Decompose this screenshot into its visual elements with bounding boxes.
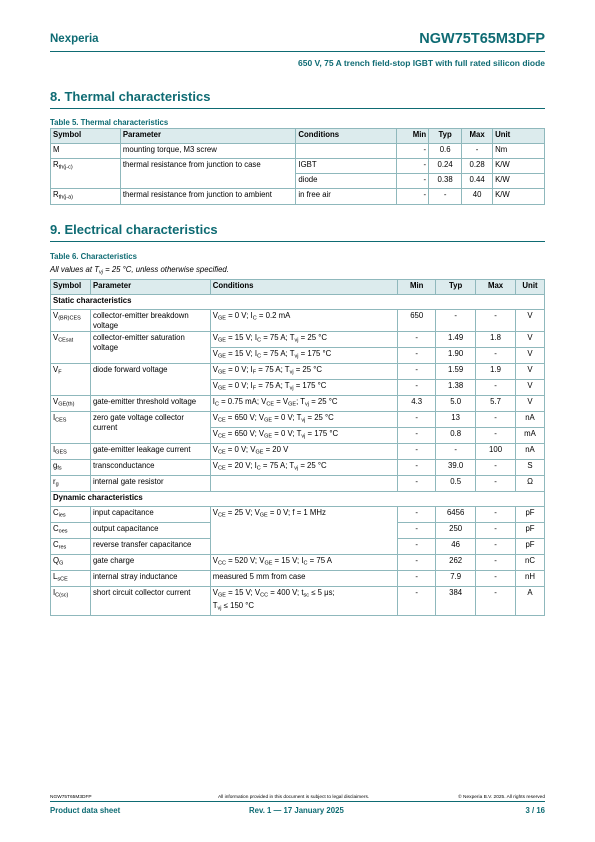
- symbol-subscript: CES: [55, 417, 67, 424]
- min-cell: -: [397, 174, 429, 189]
- conditions-cell: $V_{CE} = 650$ V; $V_{GE} = 0$ V; $T_{vj} = 25$ °C: [210, 412, 397, 428]
- symbol: I: [53, 445, 56, 454]
- note-prefix: All values at T: [50, 265, 99, 274]
- symbol-cell: [51, 396, 91, 412]
- table-row: [51, 189, 545, 205]
- typ-cell: 250: [436, 523, 476, 539]
- max-cell: -: [476, 348, 516, 364]
- max-cell: -: [476, 571, 516, 587]
- typ-cell: 13: [436, 412, 476, 428]
- note-suffix: = 25 °C, unless otherwise specified.: [102, 265, 229, 274]
- unit-cell: pF: [516, 507, 545, 523]
- electrical-table: [50, 279, 545, 616]
- symbol: C: [53, 524, 59, 533]
- parameter-cell: thermal resistance from junction to case: [120, 159, 296, 189]
- symbol-cell: [51, 571, 91, 587]
- conditions-cell: $V_{GE} = 15$ V; $I_C = 75$ A; $T_{vj} = 175$ °C: [210, 348, 397, 364]
- typ-cell: 6456: [436, 507, 476, 523]
- table-row: [51, 332, 545, 348]
- symbol: C: [53, 508, 59, 517]
- header-typ: Typ: [436, 280, 476, 295]
- typ-cell: 0.8: [436, 428, 476, 444]
- symbol-subscript: GE(th): [58, 401, 75, 408]
- min-cell: 4.3: [398, 396, 436, 412]
- header-max: Max: [476, 280, 516, 295]
- dynamic-characteristics-label: Dynamic characteristics: [51, 492, 545, 507]
- max-cell: -: [476, 412, 516, 428]
- parameter-cell: short circuit collector current: [90, 587, 210, 616]
- typ-cell: 384: [436, 587, 476, 616]
- max-cell: -: [476, 380, 516, 396]
- symbol: C: [53, 540, 59, 549]
- min-cell: -: [398, 412, 436, 428]
- symbol-subscript: g: [55, 481, 59, 488]
- conditions-cell: $V_{GE} = 15$ V; $V_{CC} = 400$ V; $t_{sc} \le 5$ μs; $T_{vj} \le 150$ °C: [210, 587, 397, 616]
- typ-cell: 0.24: [429, 159, 462, 174]
- header-unit: Unit: [516, 280, 545, 295]
- symbol: I: [53, 413, 56, 422]
- min-cell: -: [397, 189, 429, 205]
- static-characteristics-label: Static characteristics: [51, 295, 545, 310]
- conditions-cell: [296, 144, 397, 159]
- table-row: [51, 476, 545, 492]
- conditions-cell: $V_{CE} = 20$ V; $I_C = 75$ A; $T_{vj} = 25$ °C: [210, 460, 397, 476]
- section-9-divider: [50, 241, 545, 242]
- symbol: V: [53, 365, 59, 374]
- parameter-cell: internal stray inductance: [90, 571, 210, 587]
- parameter-cell: gate-emitter threshold voltage: [90, 396, 210, 412]
- symbol-subscript: C(sc): [55, 592, 69, 599]
- footer-disclaimer: All information provided in this document is subject to legal disclaimers.: [218, 795, 370, 800]
- note-subscript: vj: [98, 269, 103, 276]
- min-cell: -: [397, 159, 429, 174]
- symbol-subscript: GES: [55, 449, 67, 456]
- min-cell: -: [398, 587, 436, 616]
- footer-divider: [50, 801, 545, 802]
- section-9-title: 9. Electrical characteristics: [50, 222, 218, 237]
- min-cell: -: [398, 428, 436, 444]
- unit-cell: Ω: [516, 476, 545, 492]
- footer-page-number: 3 / 16: [525, 806, 545, 815]
- typ-cell: 0.38: [429, 174, 462, 189]
- symbol-cell: [51, 364, 91, 396]
- table-row: [51, 507, 545, 523]
- unit-cell: V: [516, 380, 545, 396]
- max-cell: -: [476, 428, 516, 444]
- min-cell: 650: [398, 310, 436, 332]
- part-number: NGW75T65M3DFP: [419, 31, 545, 47]
- table-header-row: [51, 280, 545, 295]
- unit-cell: V: [516, 310, 545, 332]
- min-cell: -: [397, 144, 429, 159]
- table-row: [51, 444, 545, 460]
- max-cell: -: [476, 523, 516, 539]
- brand-name: Nexperia: [50, 33, 99, 45]
- max-cell: -: [462, 144, 493, 159]
- symbol-cell: [51, 539, 91, 555]
- symbol: R: [53, 160, 59, 169]
- header-typ: Typ: [429, 129, 462, 144]
- header-divider: [50, 51, 545, 52]
- symbol-cell: [51, 444, 91, 460]
- parameter-cell: thermal resistance from junction to ambient: [120, 189, 296, 205]
- unit-cell: nH: [516, 571, 545, 587]
- unit-cell: pF: [516, 523, 545, 539]
- typ-cell: -: [429, 189, 462, 205]
- max-cell: 0.44: [462, 174, 493, 189]
- table-row: [51, 396, 545, 412]
- footer-copyright: © Nexperia B.V. 2025. All rights reserved: [458, 795, 545, 800]
- symbol-cell: [51, 412, 91, 444]
- header-symbol: Symbol: [51, 280, 91, 295]
- unit-cell: nA: [516, 444, 545, 460]
- conditions-cell: diode: [296, 174, 397, 189]
- footer-doc-type: Product data sheet: [50, 806, 121, 815]
- symbol: V: [53, 397, 59, 406]
- min-cell: -: [398, 523, 436, 539]
- min-cell: -: [398, 444, 436, 460]
- parameter-cell: mounting torque, M3 screw: [120, 144, 296, 159]
- min-cell: -: [398, 348, 436, 364]
- typ-cell: 39.0: [436, 460, 476, 476]
- symbol-cell: [51, 476, 91, 492]
- header-min: Min: [398, 280, 436, 295]
- unit-cell: nC: [516, 555, 545, 571]
- min-cell: -: [398, 555, 436, 571]
- symbol: R: [53, 190, 59, 199]
- table-row: [51, 159, 545, 174]
- symbol: g: [53, 461, 58, 470]
- symbol-cell: [51, 460, 91, 476]
- table-row: [51, 412, 545, 428]
- parameter-cell: internal gate resistor: [90, 476, 210, 492]
- conditions-cell: $V_{CE} = 650$ V; $V_{GE} = 0$ V; $T_{vj} = 175$ °C: [210, 428, 397, 444]
- conditions-cell: $V_{GE} = 0$ V; $I_F = 75$ A; $T_{vj} = 25$ °C: [210, 364, 397, 380]
- typ-cell: 262: [436, 555, 476, 571]
- conditions-cell: [210, 476, 397, 492]
- table-row: [51, 587, 545, 616]
- typ-cell: 1.90: [436, 348, 476, 364]
- min-cell: -: [398, 507, 436, 523]
- unit-cell: V: [516, 348, 545, 364]
- symbol-cell: [51, 310, 91, 332]
- typ-cell: -: [436, 444, 476, 460]
- max-cell: 100: [476, 444, 516, 460]
- table-row: [51, 364, 545, 380]
- min-cell: -: [398, 364, 436, 380]
- unit-cell: V: [516, 396, 545, 412]
- header-max: Max: [462, 129, 493, 144]
- max-cell: -: [476, 476, 516, 492]
- symbol-cell: [51, 555, 91, 571]
- min-cell: -: [398, 332, 436, 348]
- typ-cell: 1.38: [436, 380, 476, 396]
- symbol-subscript: sCE: [57, 576, 68, 583]
- symbol-cell: [51, 144, 121, 159]
- thermal-table: [50, 128, 545, 205]
- footer-revision: Rev. 1 — 17 January 2025: [249, 806, 344, 815]
- symbol-subscript: ies: [58, 512, 66, 519]
- max-cell: 40: [462, 189, 493, 205]
- symbol-cell: [51, 332, 91, 364]
- symbol-subscript: F: [58, 369, 62, 376]
- conditions-cell: IGBT: [296, 159, 397, 174]
- header-min: Min: [397, 129, 429, 144]
- unit-cell: V: [516, 332, 545, 348]
- table-row: [51, 555, 545, 571]
- max-cell: -: [476, 310, 516, 332]
- max-cell: 1.8: [476, 332, 516, 348]
- conditions-cell: $V_{GE} = 15$ V; $I_C = 75$ A; $T_{vj} = 25$ °C: [210, 332, 397, 348]
- unit-cell: K/W: [493, 174, 545, 189]
- parameter-cell: zero gate voltage collector current: [90, 412, 210, 444]
- header-conditions: Conditions: [296, 129, 397, 144]
- conditions-cell: $I_C = 0.75$ mA; $V_{CE} = V_{GE}$; $T_{vj} = 25$ °C: [210, 396, 397, 412]
- header-conditions: Conditions: [210, 280, 397, 295]
- unit-cell: pF: [516, 539, 545, 555]
- parameter-cell: transconductance: [90, 460, 210, 476]
- product-subtitle: 650 V, 75 A trench field-stop IGBT with full rated silicon diode: [297, 58, 545, 68]
- conditions-cell: $V_{CE} = 0$ V; $V_{GE} = 20$ V: [210, 444, 397, 460]
- conditions-cell: $V_{CE} = 25$ V; $V_{GE} = 0$ V; f = 1 MHz: [210, 507, 397, 555]
- header-parameter: Parameter: [120, 129, 296, 144]
- unit-cell: K/W: [493, 159, 545, 174]
- typ-cell: 0.6: [429, 144, 462, 159]
- parameter-cell: output capacitance: [90, 523, 210, 539]
- min-cell: -: [398, 539, 436, 555]
- parameter-cell: collector-emitter saturation voltage: [90, 332, 210, 364]
- symbol-subscript: oes: [58, 528, 68, 535]
- symbol-subscript: (BR)CES: [58, 315, 81, 322]
- typ-cell: 0.5: [436, 476, 476, 492]
- typ-cell: 7.9: [436, 571, 476, 587]
- max-cell: -: [476, 587, 516, 616]
- symbol: Q: [53, 556, 60, 565]
- typ-cell: 46: [436, 539, 476, 555]
- table-row: [51, 571, 545, 587]
- max-cell: -: [476, 555, 516, 571]
- min-cell: -: [398, 380, 436, 396]
- min-cell: -: [398, 476, 436, 492]
- symbol: L: [53, 572, 58, 581]
- typ-cell: 1.49: [436, 332, 476, 348]
- max-cell: -: [476, 539, 516, 555]
- symbol-subscript: CEsat: [58, 337, 74, 344]
- symbol-subscript: th(j-c): [58, 164, 73, 171]
- min-cell: -: [398, 571, 436, 587]
- symbol: I: [53, 588, 56, 597]
- table-6-caption: Table 6. Characteristics: [50, 252, 137, 261]
- symbol: V: [53, 311, 59, 320]
- parameter-cell: collector-emitter breakdown voltage: [90, 310, 210, 332]
- conditions-cell: $V_{GE} = 0$ V; $I_F = 75$ A; $T_{vj} = 175$ °C: [210, 380, 397, 396]
- unit-cell: mA: [516, 428, 545, 444]
- symbol-cell: [51, 189, 121, 205]
- conditions-cell: measured 5 mm from case: [210, 571, 397, 587]
- conditions-cell: $V_{CC} = 520$ V; $V_{GE} = 15$ V; $I_C = 75$ A: [210, 555, 397, 571]
- unit-cell: Nm: [493, 144, 545, 159]
- parameter-cell: diode forward voltage: [90, 364, 210, 396]
- max-cell: 0.28: [462, 159, 493, 174]
- symbol-subscript: th(j-a): [58, 194, 74, 201]
- table-row: [51, 310, 545, 332]
- symbol-subscript: G: [59, 560, 64, 567]
- conditions-cell: $V_{GE} = 0$ V; $I_C = 0.2$ mA: [210, 310, 397, 332]
- unit-cell: nA: [516, 412, 545, 428]
- symbol: r: [53, 477, 56, 486]
- max-cell: -: [476, 460, 516, 476]
- footer-doc-id: NGW75T65M3DFP: [50, 795, 92, 800]
- typ-cell: 1.59: [436, 364, 476, 380]
- unit-cell: V: [516, 364, 545, 380]
- max-cell: 1.9: [476, 364, 516, 380]
- unit-cell: S: [516, 460, 545, 476]
- symbol-cell: [51, 159, 121, 189]
- symbol-subscript: fs: [57, 465, 62, 472]
- header-unit: Unit: [493, 129, 545, 144]
- conditions-cell: in free air: [296, 189, 397, 205]
- symbol-subscript: res: [58, 544, 67, 551]
- parameter-cell: reverse transfer capacitance: [90, 539, 210, 555]
- section-row: [51, 295, 545, 310]
- header-symbol: Symbol: [51, 129, 121, 144]
- symbol: V: [53, 333, 59, 342]
- symbol-cell: [51, 507, 91, 523]
- unit-cell: A: [516, 587, 545, 616]
- table-header-row: [51, 129, 545, 144]
- unit-cell: K/W: [493, 189, 545, 205]
- table-5-caption: Table 5. Thermal characteristics: [50, 118, 169, 127]
- table-6-note: [50, 265, 229, 276]
- table-row: [51, 460, 545, 476]
- typ-cell: 5.0: [436, 396, 476, 412]
- table-row: [51, 144, 545, 159]
- symbol: M: [53, 145, 60, 154]
- header-parameter: Parameter: [90, 280, 210, 295]
- typ-cell: -: [436, 310, 476, 332]
- min-cell: -: [398, 460, 436, 476]
- parameter-cell: gate-emitter leakage current: [90, 444, 210, 460]
- symbol-cell: [51, 587, 91, 616]
- parameter-cell: input capacitance: [90, 507, 210, 523]
- max-cell: -: [476, 507, 516, 523]
- section-8-divider: [50, 108, 545, 109]
- max-cell: 5.7: [476, 396, 516, 412]
- section-8-title: 8. Thermal characteristics: [50, 89, 211, 104]
- parameter-cell: gate charge: [90, 555, 210, 571]
- symbol-cell: [51, 523, 91, 539]
- section-row: [51, 492, 545, 507]
